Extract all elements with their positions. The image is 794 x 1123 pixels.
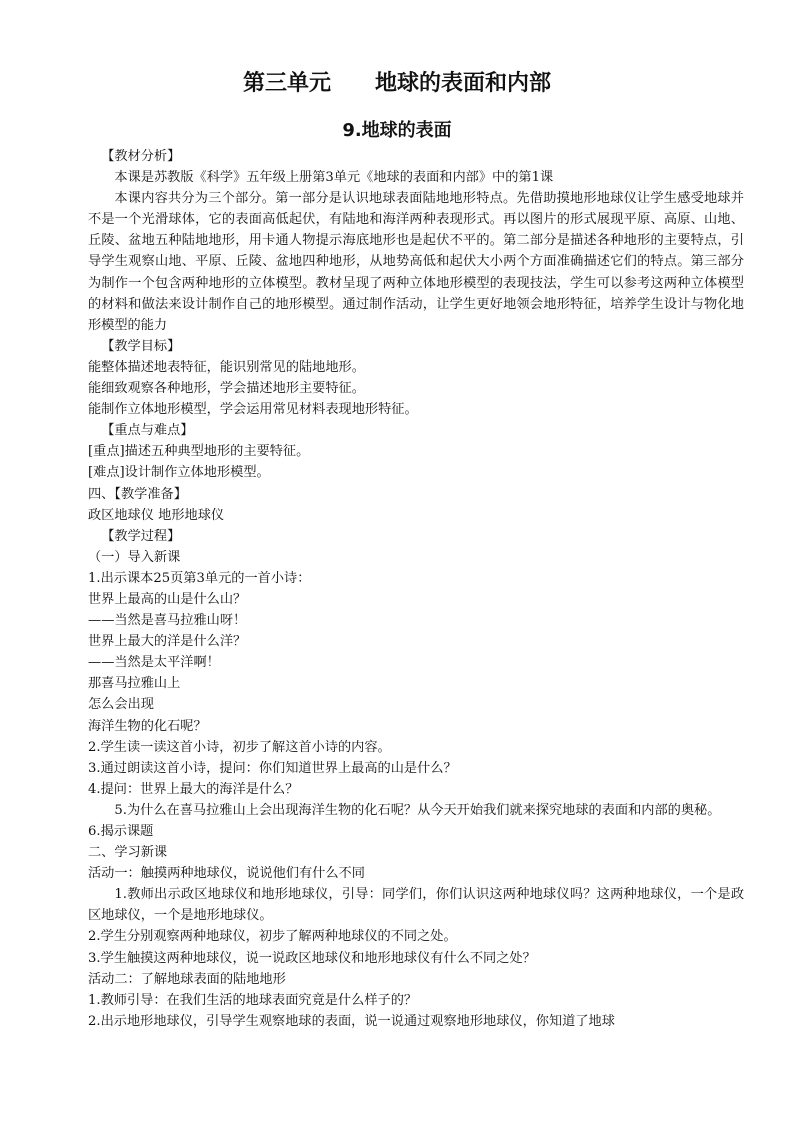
- section-heading: 二、学习新课: [88, 845, 168, 861]
- section-heading: 【教学过程】: [101, 528, 181, 544]
- paragraph: 1.教师引导：在我们生活的地球表面究竟是什么样子的？: [88, 992, 418, 1008]
- paragraph: 3.学生触摸这两种地球仪，说一说政区地球仪和地形地球仪有什么不同之处？: [88, 950, 536, 966]
- document-body: [88, 146, 744, 1032]
- paragraph: 4.提问：世界上最大的海洋是什么？: [88, 781, 299, 797]
- paragraph: 5.为什么在喜马拉雅山上会出现海洋生物的化石呢？从今天开始我们就来探究地球的表面和内部的奥秘。: [114, 802, 721, 818]
- document-title: 第三单元 地球的表面和内部: [242, 71, 551, 96]
- paragraph: 本课内容共分为三个部分。第一部分是认识地球表面陆地地形特点。先借助摸地形地球仪让学生感受地球并不是一个光滑球体，它的表面高低起伏，有陆地和海洋两种表现形式。再以图片的形式展现平原、高原、山地、丘陵、盆地五种陆地地形，用卡通人物提示海底地形也是起伏不平的。第二部分是描述各种地形的主要特点，引导学生观察山地、平原、丘陵、盆地四种地形，从地势高低和起伏大小两个方面准确描述它们的特点。第三部分为制作一个包含两种地形的立体模型。教材呈现了两种立体地形模型的表现技法，学生可以参考这两种立体模型的材料和做法来设计制作自己的地形模型。通过制作活动，让学生更好地领会地形特征，培养学生设计与物化地形模型的能力: [88, 191, 744, 333]
- lesson-title: 9.地球的表面: [342, 120, 452, 141]
- paragraph: 2.学生读一读这首小诗，初步了解这首小诗的内容。: [88, 739, 391, 755]
- paragraph: （一）导入新课: [88, 549, 181, 565]
- poem-line: ——当然是喜马拉雅山呀！: [88, 613, 247, 629]
- paragraph: 本课是苏教版《科学》五年级上册第3单元《地球的表面和内部》中的第1课: [114, 170, 554, 186]
- section-heading: 【教学目标】: [101, 338, 181, 354]
- paragraph: 1.出示课本25页第3单元的一首小诗：: [88, 570, 311, 586]
- section-heading: 【教材分析】: [101, 149, 181, 164]
- activity-heading: 活动一：触摸两种地球仪，说说他们有什么不同: [88, 866, 365, 882]
- paragraph: 能整体描述地表特征，能识别常见的陆地地形。: [88, 359, 365, 375]
- paragraph: 6.揭示课题: [88, 824, 154, 839]
- paragraph: 能细致观察各种地形，学会描述地形主要特征。: [88, 381, 365, 397]
- poem-line: 怎么会出现: [88, 697, 154, 713]
- section-heading: 【重点与难点】: [101, 423, 194, 439]
- poem-line: 海洋生物的化石呢？: [88, 718, 207, 734]
- paragraph: 1.教师出示政区地球仪和地形地球仪，引导：同学们，你们认识这两种地球仪吗？这两种地球仪，一个是政区地球仪，一个是地形地球仪。: [88, 887, 744, 924]
- paragraph: [难点]设计制作立体地形模型。: [88, 465, 270, 481]
- paragraph: 政区地球仪 地形地球仪: [88, 507, 225, 523]
- poem-line: 世界上最大的洋是什么洋？: [88, 634, 247, 650]
- paragraph: 能制作立体地形模型，学会运用常见材料表现地形特征。: [88, 402, 418, 418]
- paragraph: [重点]描述五种典型地形的主要特征。: [88, 444, 310, 460]
- poem-line: ——当然是太平洋啊！: [88, 655, 220, 671]
- poem-line: 那喜马拉雅山上: [88, 676, 181, 692]
- activity-heading: 活动二：了解地球表面的陆地地形: [88, 971, 286, 987]
- paragraph: 2.出示地形地球仪，引导学生观察地球的表面，说一说通过观察地形地球仪，你知道了地球: [88, 1013, 615, 1029]
- paragraph: 2.学生分别观察两种地球仪，初步了解两种地球仪的不同之处。: [88, 929, 457, 945]
- poem-line: 世界上最高的山是什么山？: [88, 591, 247, 607]
- section-heading: 四、【教学准备】: [88, 486, 187, 502]
- paragraph: 3.通过朗读这首小诗，提问：你们知道世界上最高的山是什么？: [88, 760, 457, 776]
